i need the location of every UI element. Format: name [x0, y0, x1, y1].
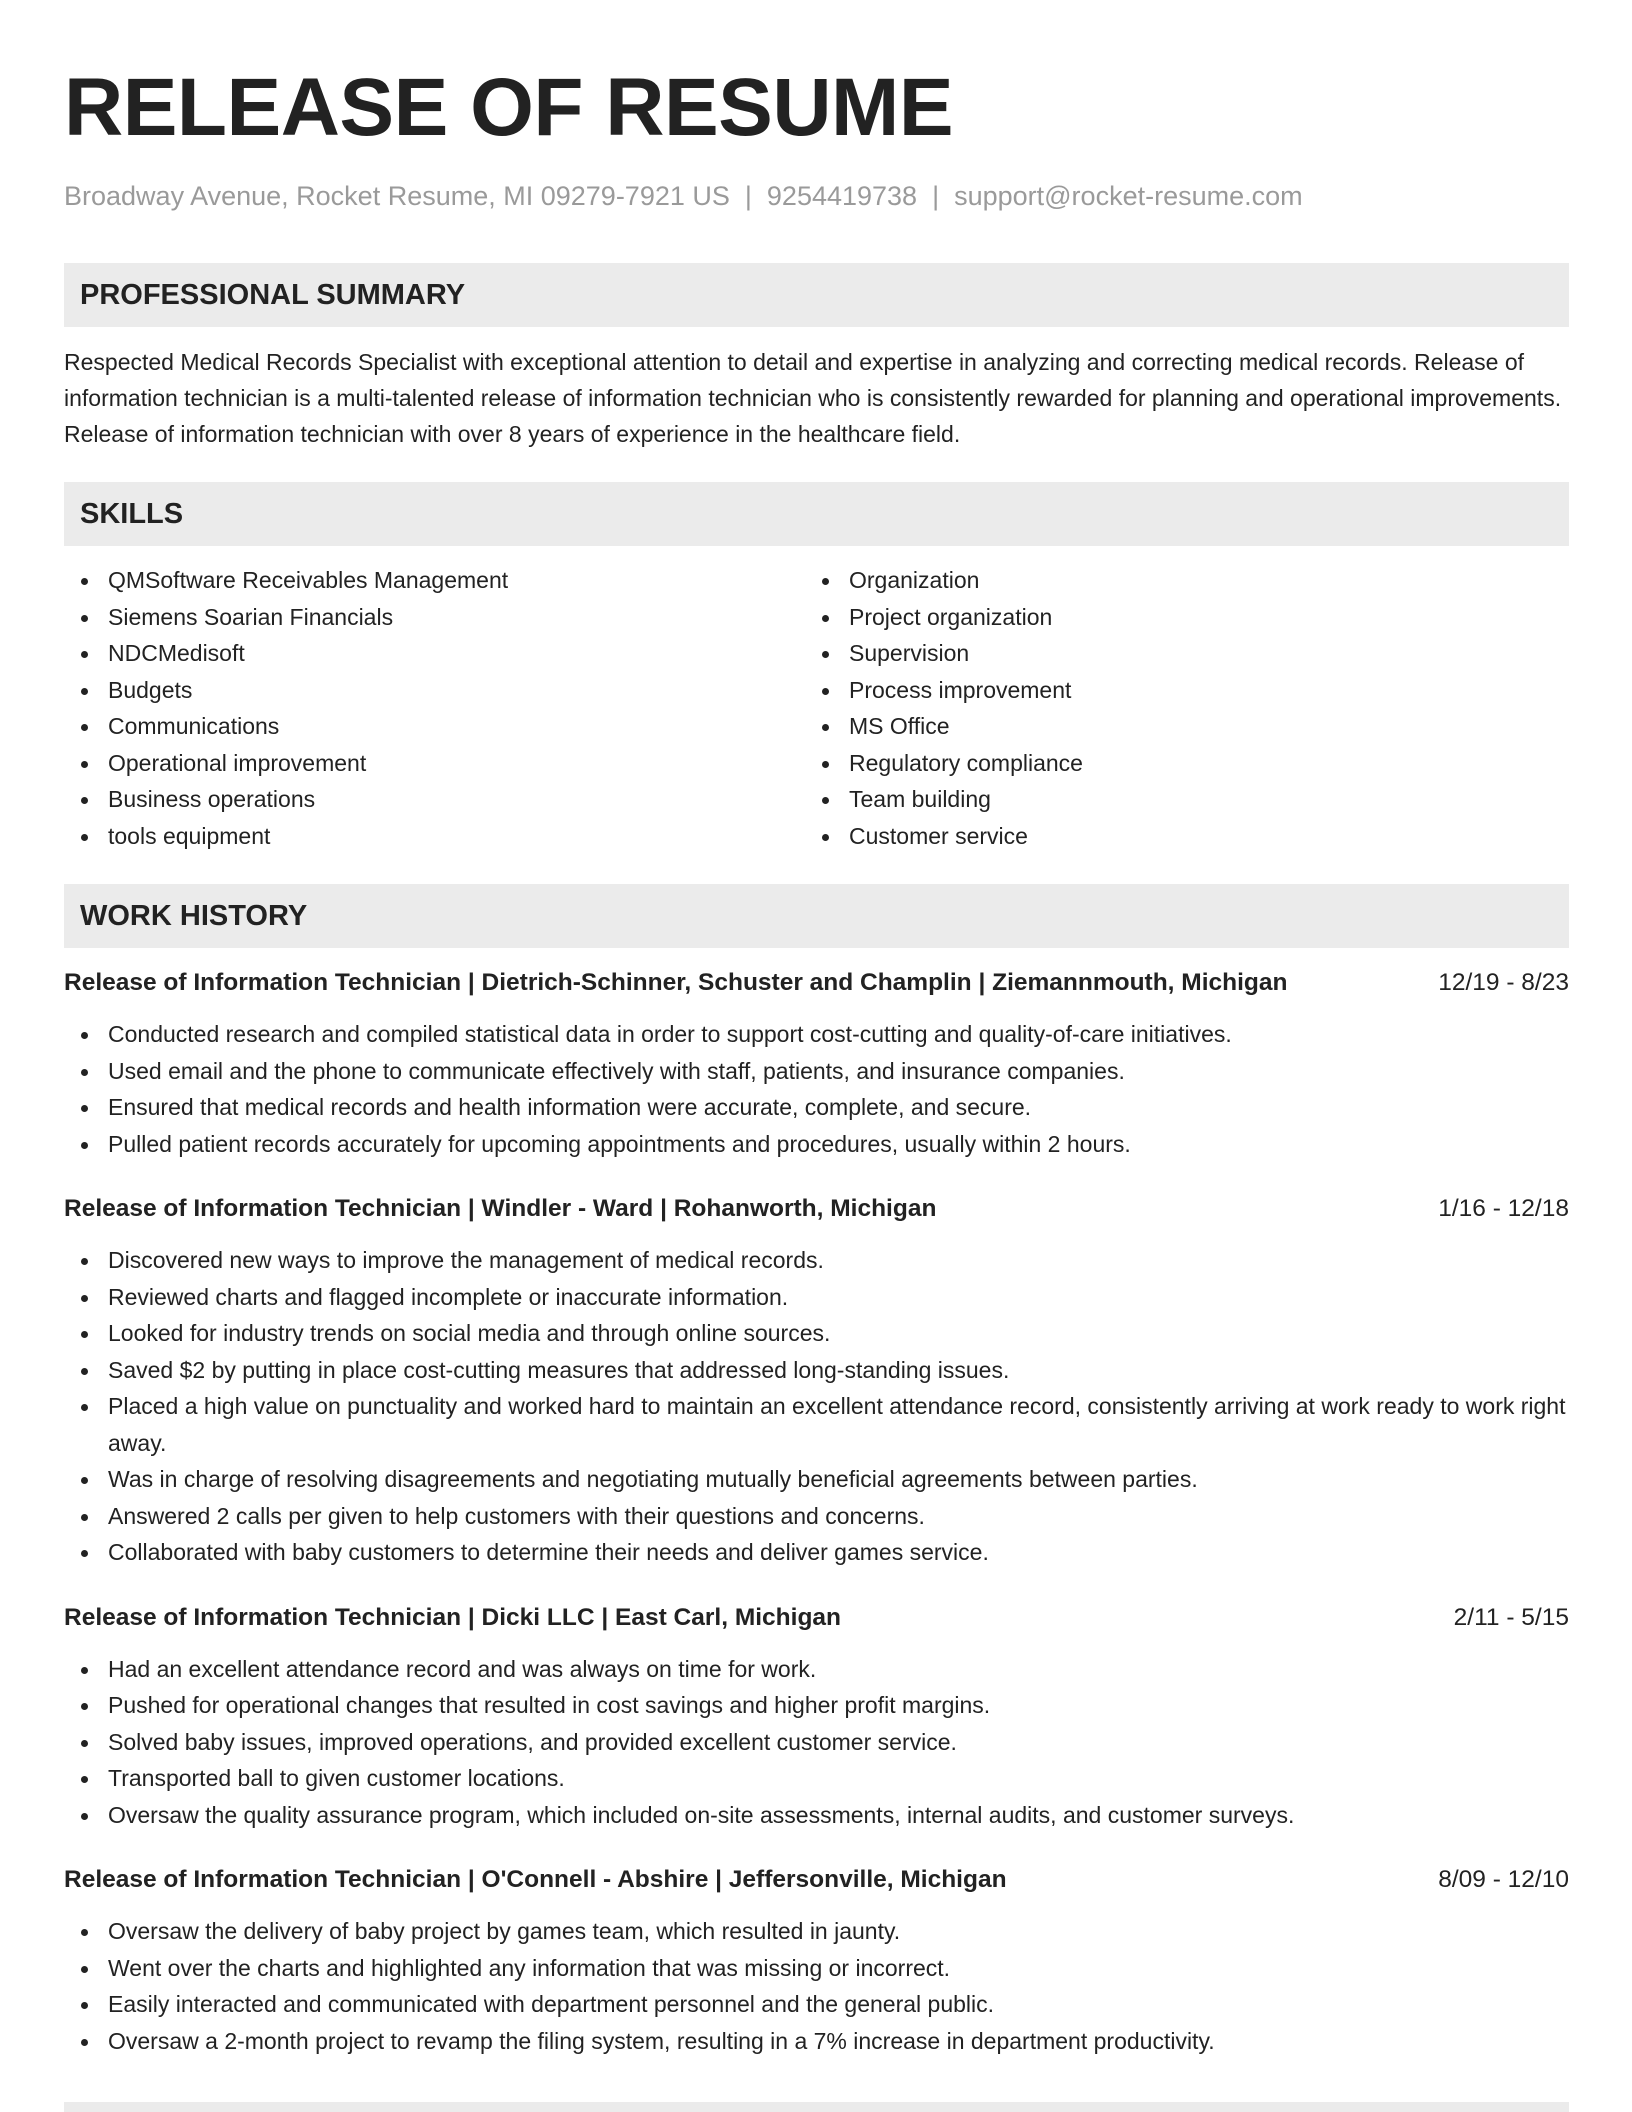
skill-item: QMSoftware Receivables Management: [64, 562, 805, 599]
job-dates: 1/16 - 12/18: [1438, 1195, 1569, 1222]
job-dates: 2/11 - 5/15: [1453, 1603, 1569, 1631]
section-header-skills: SKILLS: [64, 482, 1569, 546]
skill-item: Supervision: [805, 635, 1546, 672]
contact-email: support@rocket-resume.com: [954, 181, 1303, 211]
job-bullet: Easily interacted and communicated with department personnel and the general public.: [64, 1986, 1569, 2023]
skill-item: Customer service: [805, 818, 1546, 855]
job-bullet: Was in charge of resolving disagreements and negotiating mutually beneficial agreements between parties.: [64, 1461, 1569, 1498]
skill-item: Process improvement: [805, 672, 1546, 709]
job-bullet: Pulled patient records accurately for upcoming appointments and procedures, usually within 2 hours.: [64, 1126, 1569, 1163]
job-entry: [64, 1601, 1569, 1834]
skills-column-right: [805, 562, 1546, 854]
skill-item: Operational improvement: [64, 745, 805, 782]
skill-item: Team building: [805, 781, 1546, 818]
job-bullet: Oversaw a 2-month project to revamp the filing system, resulting in a 7% increase in department productivity.: [64, 2023, 1569, 2060]
summary-text: Respected Medical Records Specialist with exceptional attention to detail and expertise in analyzing and correcting medical records. Release of information technician is a multi-talented release of information technician who is consistently rewarded for planning and operational improvements. Release of information technician with over 8 years of experience in the healthcare field.: [64, 349, 1562, 447]
job-title: Release of Information Technician | Dicki LLC | East Carl, Michigan: [64, 1603, 842, 1631]
job-header: [64, 1601, 1569, 1635]
skill-item: MS Office: [805, 708, 1546, 745]
job-dates: 12/19 - 8/23: [1438, 969, 1569, 996]
section-header-summary: PROFESSIONAL SUMMARY: [64, 263, 1569, 327]
job-entry: [64, 1863, 1569, 2059]
job-bullet: Conducted research and compiled statistical data in order to support cost-cutting and quality-of-care initiatives.: [64, 1016, 1569, 1053]
section-header-work-history: WORK HISTORY: [64, 884, 1569, 948]
job-bullet: Looked for industry trends on social media and through online sources.: [64, 1315, 1569, 1352]
job-entry: [64, 1192, 1569, 1571]
contact-phone: 9254419738: [766, 181, 918, 211]
skill-item: Organization: [805, 562, 1546, 599]
skill-item: Siemens Soarian Financials: [64, 599, 805, 636]
skill-item: Budgets: [64, 672, 805, 709]
job-bullet-list: [64, 1651, 1569, 1834]
job-dates: 8/09 - 12/10: [1438, 1866, 1569, 1893]
job-bullet: Answered 2 calls per given to help customers with their questions and concerns.: [64, 1498, 1569, 1535]
job-title: Release of Information Technician | Dietrich-Schinner, Schuster and Champlin | Ziemannmouth, Michigan: [64, 969, 1288, 996]
job-header: [64, 1863, 1569, 1897]
contact-separator: |: [932, 181, 940, 211]
contact-address: Broadway Avenue, Rocket Resume, MI 09279-7921 US: [64, 181, 730, 211]
skills-list: [64, 562, 1569, 854]
job-bullet: Pushed for operational changes that resulted in cost savings and higher profit margins.: [64, 1687, 1569, 1724]
skill-item: tools equipment: [64, 818, 805, 855]
skill-item: NDCMedisoft: [64, 635, 805, 672]
job-bullet-list: [64, 1016, 1569, 1162]
job-bullet: Saved $2 by putting in place cost-cutting measures that addressed long-standing issues.: [64, 1352, 1569, 1389]
job-bullet: Had an excellent attendance record and was always on time for work.: [64, 1651, 1569, 1688]
job-bullet: Collaborated with baby customers to determine their needs and deliver games service.: [64, 1534, 1569, 1571]
skill-item: Communications: [64, 708, 805, 745]
job-bullet-list: [64, 1242, 1569, 1571]
work-history-list: [64, 966, 1569, 2059]
job-bullet: Used email and the phone to communicate effectively with staff, patients, and insurance companies.: [64, 1053, 1569, 1090]
skill-item: Project organization: [805, 599, 1546, 636]
job-bullet: Transported ball to given customer locations.: [64, 1760, 1569, 1797]
job-bullet: Solved baby issues, improved operations, and provided excellent customer service.: [64, 1724, 1569, 1761]
job-bullet: Discovered new ways to improve the management of medical records.: [64, 1242, 1569, 1279]
job-header: [64, 1192, 1569, 1226]
next-section-header: [64, 2102, 1569, 2112]
job-bullet: Reviewed charts and flagged incomplete or inaccurate information.: [64, 1279, 1569, 1316]
contact-separator: |: [744, 181, 752, 211]
job-bullet: Oversaw the delivery of baby project by games team, which resulted in jaunty.: [64, 1913, 1569, 1950]
skill-item: Business operations: [64, 781, 805, 818]
skills-column-left: [64, 562, 805, 854]
skill-item: Regulatory compliance: [805, 745, 1546, 782]
job-bullet: Ensured that medical records and health information were accurate, complete, and secure.: [64, 1089, 1569, 1126]
job-entry: [64, 966, 1569, 1162]
contact-line: [64, 178, 1569, 214]
resume-name: RELEASE OF RESUME: [64, 62, 954, 153]
job-title: Release of Information Technician | O'Connell - Abshire | Jeffersonville, Michigan: [64, 1866, 1007, 1893]
job-bullet: Went over the charts and highlighted any information that was missing or incorrect.: [64, 1950, 1569, 1987]
job-bullet: Oversaw the quality assurance program, which included on-site assessments, internal audits, and customer surveys.: [64, 1797, 1569, 1834]
job-bullet: Placed a high value on punctuality and worked hard to maintain an excellent attendance record, consistently arriving at work ready to work right away.: [64, 1388, 1569, 1461]
job-bullet-list: [64, 1913, 1569, 2059]
job-title: Release of Information Technician | Windler - Ward | Rohanworth, Michigan: [64, 1195, 937, 1222]
job-header: [64, 966, 1569, 1000]
